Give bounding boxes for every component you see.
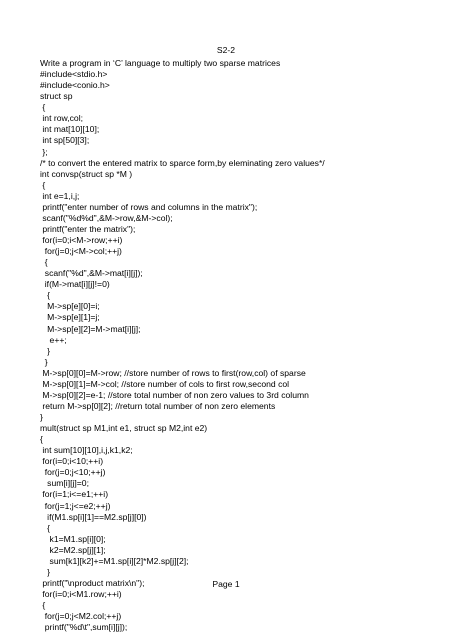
code-line: M->sp[0][2]=e-1; //store total number of non zero values to 3rd column xyxy=(40,389,309,400)
page-number: Page 1 xyxy=(212,579,240,589)
code-line: for(j=0;j<M2.col;++j) xyxy=(40,611,122,622)
code-line: k2=M2.sp[j][1]; xyxy=(40,544,106,555)
code-line: M->sp[0][1]=M->col; //store number of cols to first row,second col xyxy=(40,378,290,389)
code-line: if(M->mat[i][j]!=0) xyxy=(40,279,110,290)
code-line: e++; xyxy=(40,334,67,345)
code-line: printf("\nproduct matrix\n"); xyxy=(40,577,145,588)
code-line: struct sp xyxy=(40,91,73,102)
code-line: }; xyxy=(40,146,48,157)
code-line: int sp[50][3]; xyxy=(40,135,90,146)
code-line: int sum[10][10],i,j,k1,k2; xyxy=(40,445,133,456)
code-line: int e=1,i,j; xyxy=(40,190,80,201)
code-line: scanf("%d%d",&M->row,&M->col); xyxy=(40,212,173,223)
code-line: } xyxy=(40,356,48,367)
code-line: M->sp[0][0]=M->row; //store number of rows to first(row,col) of sparse xyxy=(40,367,306,378)
code-line: for(j=1;j<=e2;++j) xyxy=(40,500,111,511)
code-line: printf("enter number of rows and columns in the matrix"); xyxy=(40,201,258,212)
code-line: #include<conio.h> xyxy=(40,80,110,91)
code-line: k1=M1.sp[i][0]; xyxy=(40,533,106,544)
code-line: M->sp[e][0]=i; xyxy=(40,301,100,312)
code-line: { xyxy=(40,522,51,533)
code-line: printf("%d\t",sum[i][j]); xyxy=(40,622,128,633)
code-line: { xyxy=(40,290,51,301)
code-line: for(i=0;i<M1.row;++i) xyxy=(40,589,122,599)
code-line: if(M1.sp[i][1]==M2.sp[j][0]) xyxy=(40,511,147,522)
code-line: scanf("%d",&M->mat[i][j]); xyxy=(40,268,143,279)
code-line: M->sp[e][1]=j; xyxy=(40,312,100,323)
code-line: mult(struct sp M1,int e1, struct sp M2,int e2) xyxy=(40,423,208,434)
code-line: } xyxy=(40,566,51,577)
code-line: for(i=0;i<M->row;++i) xyxy=(40,235,123,245)
code-line: } xyxy=(40,345,51,356)
code-line: /* to convert the entered matrix to sparce form,by eleminating zero values*/ xyxy=(40,157,325,168)
code-line: sum[k1][k2]+=M1.sp[i][2]*M2.sp[j][2]; xyxy=(40,555,189,566)
code-line: { xyxy=(40,600,46,611)
code-line: for(j=0;j<M->col;++j) xyxy=(40,246,122,257)
code-line: #include<stdio.h> xyxy=(40,69,108,80)
code-line: { xyxy=(40,179,46,190)
page-header-title: S2-2 xyxy=(216,45,236,55)
code-line: for(j=0;j<10;++j) xyxy=(40,467,106,478)
code-line: { xyxy=(40,257,48,268)
code-line: { xyxy=(40,434,43,445)
code-line: } xyxy=(40,412,43,422)
code-line: return M->sp[0][2]; //return total number of non zero elements xyxy=(40,400,276,411)
code-line: printf("enter the matrix"); xyxy=(40,223,136,234)
code-line: M->sp[e][2]=M->mat[i][j]; xyxy=(40,323,141,334)
code-line: int convsp(struct sp *M ) xyxy=(40,168,133,179)
code-line: Write a program in ‘C’ language to multiply two sparse matrices xyxy=(40,58,281,68)
code-line: { xyxy=(40,102,46,113)
code-line: for(i=0;i<10;++i) xyxy=(40,456,104,467)
code-line: for(i=1;i<=e1;++i) xyxy=(40,489,109,500)
code-line: int row,col; xyxy=(40,113,83,124)
code-line: sum[i][j]=0; xyxy=(40,478,89,489)
code-line: int mat[10][10]; xyxy=(40,124,100,135)
code-listing xyxy=(40,58,445,633)
